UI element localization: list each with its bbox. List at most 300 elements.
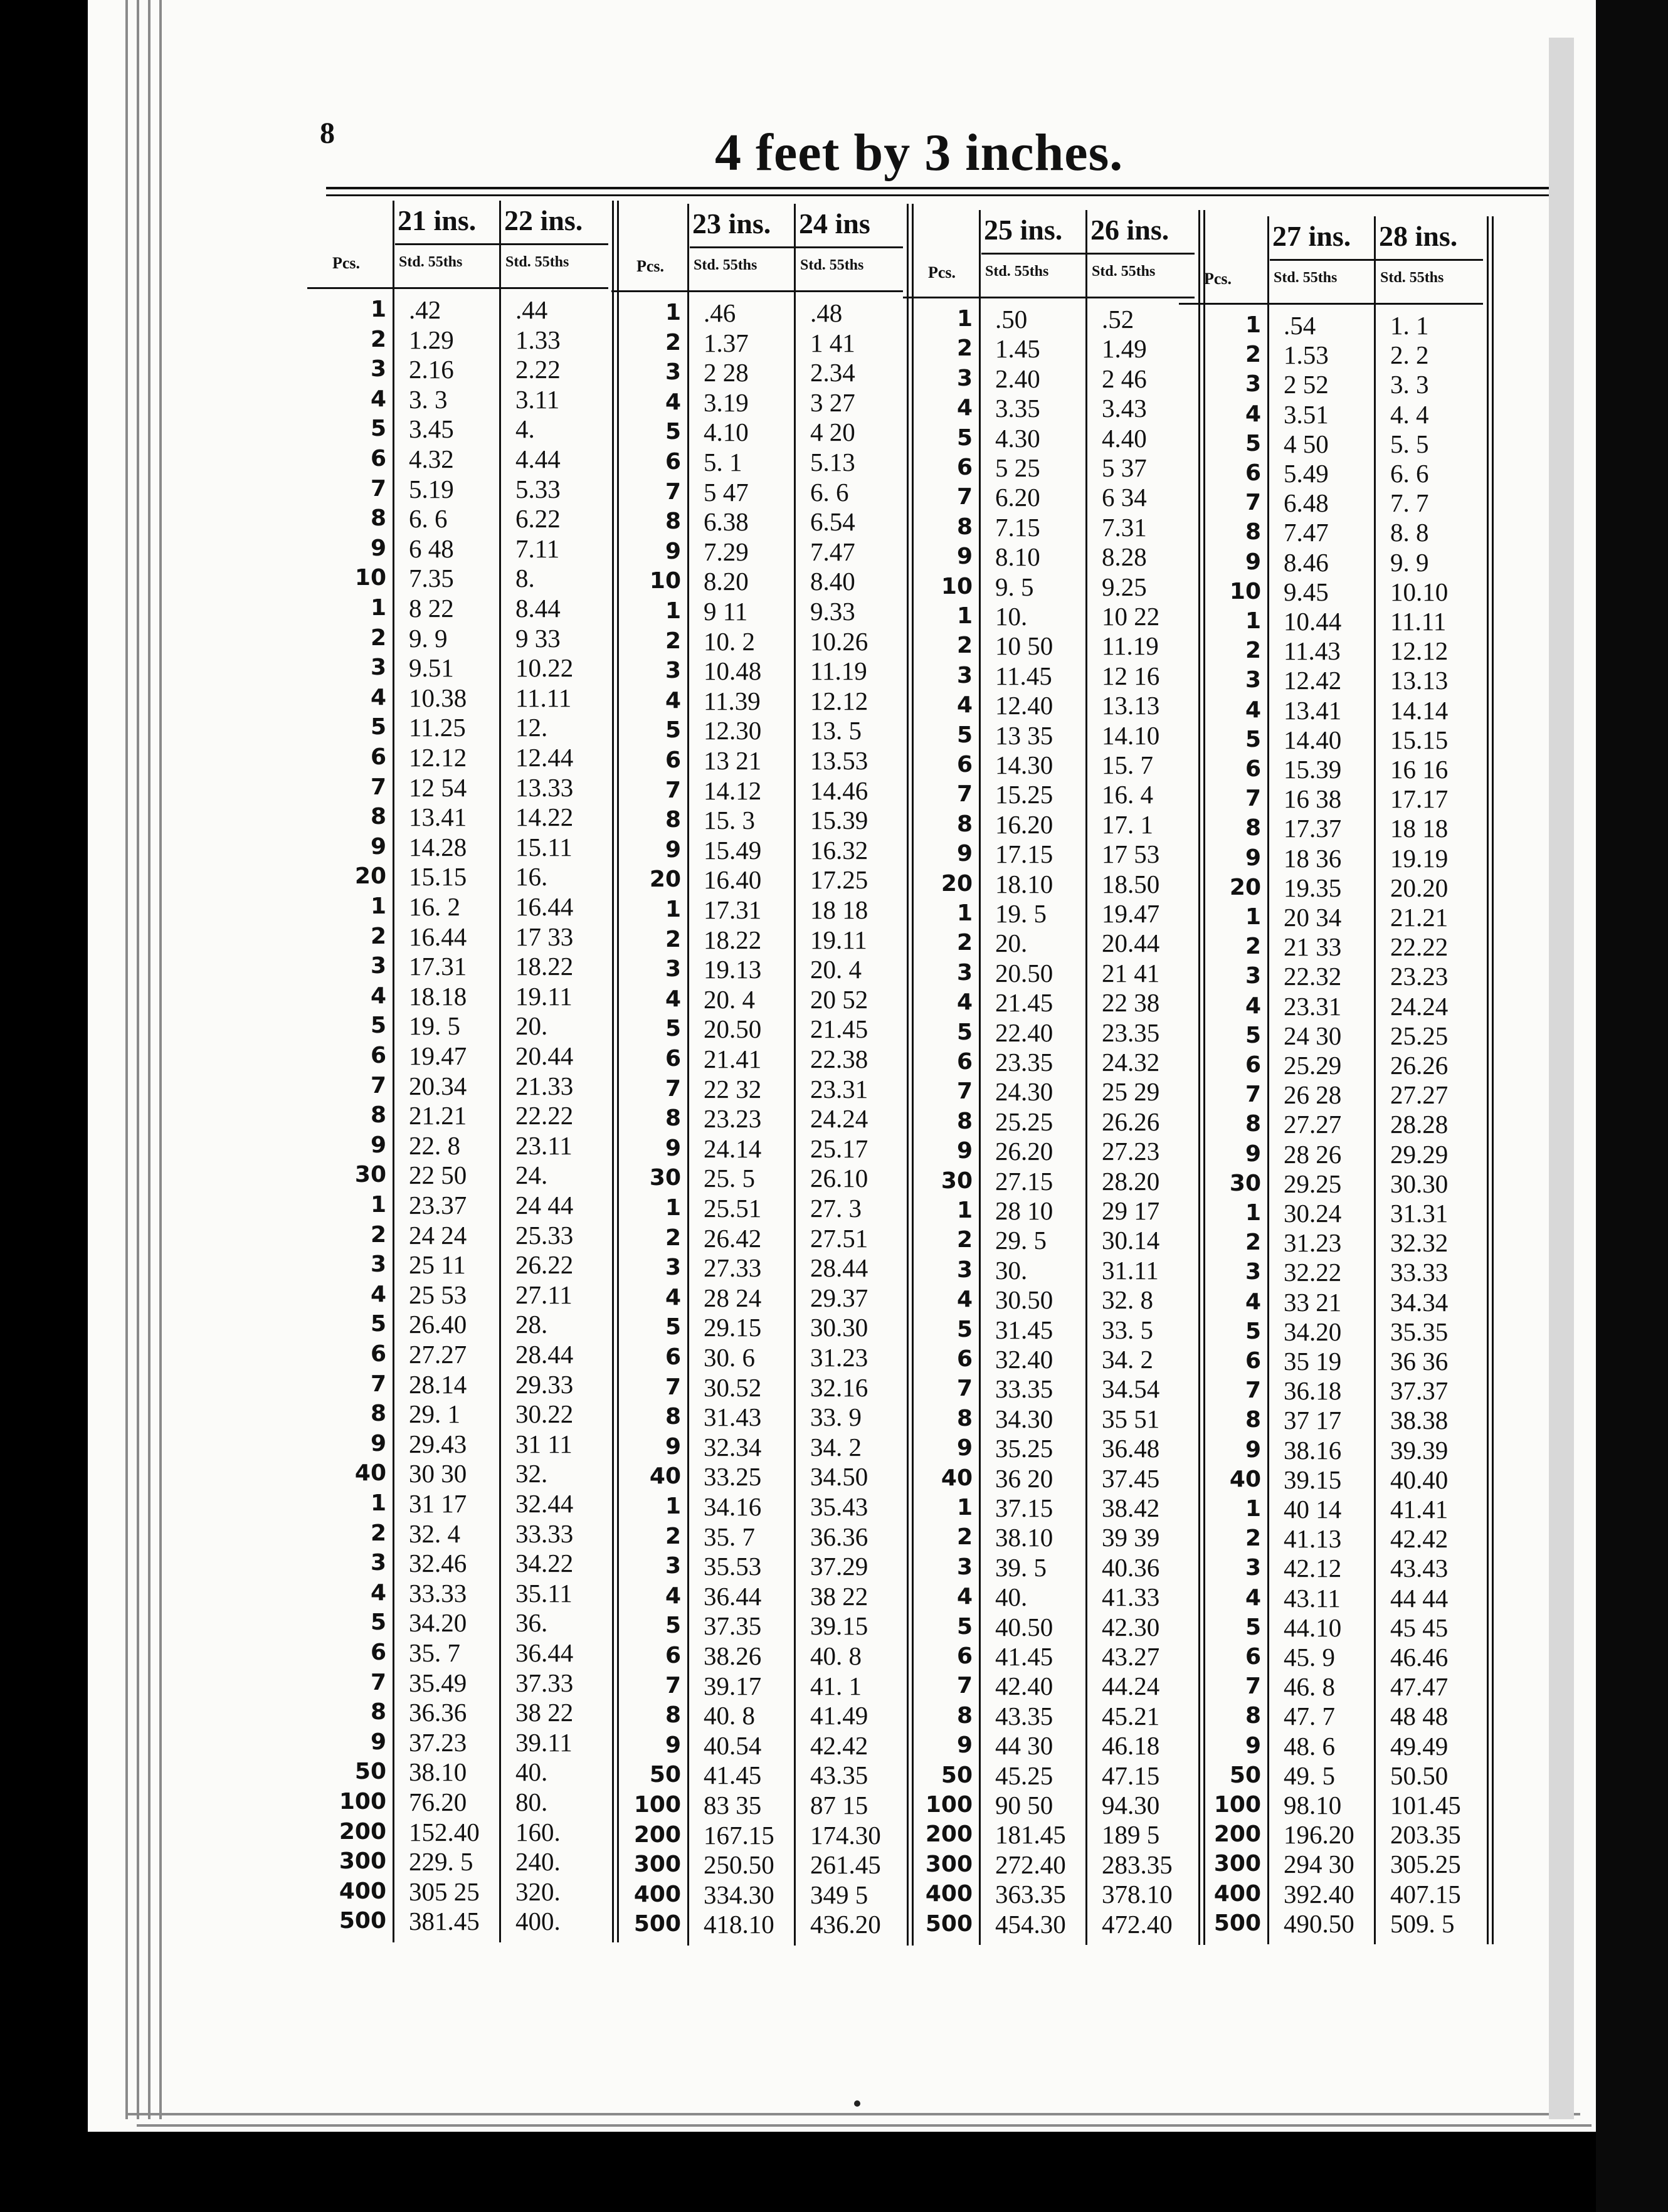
table-cell: 87 15 xyxy=(810,1791,868,1820)
pos-label: 7 xyxy=(370,1669,386,1695)
pos-label: 5 xyxy=(370,1609,386,1636)
table-cell: 19.47 xyxy=(1102,899,1160,928)
table-cell: 9.51 xyxy=(409,653,454,683)
table-cell: 189 5 xyxy=(1102,1820,1160,1850)
page-edge-line xyxy=(125,2113,1580,2115)
pos-label: 5 xyxy=(1245,1022,1261,1048)
table-cell: 13.41 xyxy=(409,803,467,832)
table-cell: 27.27 xyxy=(1284,1110,1342,1139)
pos-label: 1 xyxy=(956,1495,973,1520)
pos-label: 3 xyxy=(956,365,973,391)
pos-label: 50 xyxy=(649,1762,681,1788)
pos-label: 300 xyxy=(339,1848,386,1875)
table-cell: 2.22 xyxy=(515,355,561,384)
table-cell: 24.30 xyxy=(995,1077,1053,1107)
column-subheader: Std. 55ths xyxy=(985,263,1049,280)
pos-label: 5 xyxy=(370,1311,386,1337)
table-cell: 32.44 xyxy=(515,1489,574,1518)
table-cell: 5 47 xyxy=(704,477,749,507)
table-cell: 35.53 xyxy=(704,1552,762,1581)
table-cell: 14.22 xyxy=(515,803,574,832)
table-cell: 45 45 xyxy=(1390,1613,1449,1642)
table-cell: 32. 8 xyxy=(1102,1285,1153,1315)
table-cell: 1.45 xyxy=(995,334,1040,364)
table-cell: 46. 8 xyxy=(1284,1672,1335,1702)
table-cell: 43.35 xyxy=(995,1701,1053,1730)
table-cell: 34.50 xyxy=(810,1462,868,1492)
table-cell: 24 30 xyxy=(1284,1021,1342,1050)
table-cell: 28.14 xyxy=(409,1369,467,1399)
pos-label: 1 xyxy=(956,306,973,332)
table-cell: 16 38 xyxy=(1284,784,1342,814)
table-cell: 94.30 xyxy=(1102,1791,1160,1820)
pos-label: 2 xyxy=(956,1227,973,1253)
table-cell: 40. 8 xyxy=(810,1641,862,1670)
table-cell: 49. 5 xyxy=(1284,1761,1335,1790)
pos-label: 200 xyxy=(1213,1821,1261,1848)
table-cell: 10 22 xyxy=(1102,602,1160,631)
table-cell: 5. 5 xyxy=(1390,429,1429,458)
pos-label: 2 xyxy=(370,326,386,352)
pos-label: 6 xyxy=(370,744,386,770)
table-cell: 15.39 xyxy=(1284,755,1342,784)
table-cell: 26.40 xyxy=(409,1310,467,1339)
table-cell: 14.30 xyxy=(995,750,1053,779)
pos-label: 5 xyxy=(665,419,681,445)
table-cell: 20.44 xyxy=(1102,929,1160,958)
table-cell: 6 48 xyxy=(409,534,454,563)
table-cell: 33. 5 xyxy=(1102,1315,1153,1344)
pos-header: Pcs. xyxy=(928,263,956,282)
pos-label: 6 xyxy=(665,747,681,773)
table-cell: 16 16 xyxy=(1390,755,1449,784)
pos-label: 30 xyxy=(941,1167,973,1194)
pos-label: 7 xyxy=(1245,1377,1261,1404)
table-cell: 305.25 xyxy=(1390,1850,1461,1879)
table-cell: 20. 4 xyxy=(704,984,755,1014)
table-cell: 378.10 xyxy=(1102,1880,1173,1909)
table-cell: 23.11 xyxy=(515,1130,573,1160)
table-cell: 44 44 xyxy=(1390,1583,1449,1613)
table-cell: 7.47 xyxy=(810,537,855,566)
table-cell: 11.43 xyxy=(1284,636,1341,666)
table-cell: 8.46 xyxy=(1284,547,1329,577)
pos-label: 5 xyxy=(1245,430,1261,456)
table-cell: 19.11 xyxy=(515,981,573,1011)
table-cell: 9.25 xyxy=(1102,572,1147,601)
pos-label: 30 xyxy=(1229,1170,1261,1196)
pos-label: 7 xyxy=(665,1075,681,1102)
table-cell: 152.40 xyxy=(409,1817,480,1846)
table-cell: 240. xyxy=(515,1847,561,1877)
table-cell: 31.11 xyxy=(1102,1255,1159,1285)
table-cell: 196.20 xyxy=(1284,1820,1354,1850)
pos-label: 10 xyxy=(354,565,386,591)
column-rule xyxy=(393,201,394,1942)
table-cell: 33.35 xyxy=(995,1374,1053,1404)
table-cell: 14.12 xyxy=(704,776,762,805)
table-cell: 28 10 xyxy=(995,1196,1053,1225)
table-cell: 17 33 xyxy=(515,922,574,951)
table-cell: 24 44 xyxy=(515,1191,574,1219)
table-cell: 10. xyxy=(995,602,1028,631)
table-cell: 18.18 xyxy=(409,981,467,1011)
table-cell: 5.19 xyxy=(409,474,454,503)
table-cell: 38.16 xyxy=(1284,1435,1342,1465)
table-cell: 3.11 xyxy=(515,384,560,414)
table-cell: 8.28 xyxy=(1102,542,1147,572)
table-cell: 34.22 xyxy=(515,1549,574,1578)
pos-label: 3 xyxy=(956,1256,973,1283)
table-cell: 14.10 xyxy=(1102,720,1160,750)
pos-label: 2 xyxy=(1245,342,1261,368)
column-header: 28 ins. xyxy=(1379,220,1458,252)
pos-label: 4 xyxy=(370,982,386,1009)
table-cell: 45.21 xyxy=(1102,1701,1160,1730)
table-cell: 15.15 xyxy=(409,862,467,892)
table-cell: 10.22 xyxy=(515,653,574,683)
pos-label: 500 xyxy=(633,1911,681,1937)
table-cell: 27.23 xyxy=(1102,1137,1160,1166)
table-cell: 40. 8 xyxy=(704,1701,755,1730)
table-cell: 20. xyxy=(515,1011,548,1041)
table-cell: 407.15 xyxy=(1390,1879,1461,1909)
pos-label: 6 xyxy=(1245,1052,1261,1078)
table-cell: 33.33 xyxy=(1390,1258,1449,1287)
table-cell: 17.31 xyxy=(704,895,762,924)
pos-label: 9 xyxy=(370,1430,386,1456)
table-cell: 18.50 xyxy=(1102,869,1160,898)
table-cell: 13. 5 xyxy=(810,716,862,745)
table-cell: 4. 4 xyxy=(1390,399,1429,429)
table-cell: 30 30 xyxy=(409,1459,467,1488)
pos-label: 2 xyxy=(665,926,681,952)
pos-label: 8 xyxy=(956,1108,973,1134)
table-cell: 25 29 xyxy=(1102,1077,1160,1107)
table-cell: 21.41 xyxy=(704,1045,762,1073)
table-cell: 1.37 xyxy=(704,328,749,357)
table-cell: 4 20 xyxy=(810,418,855,447)
table-cell: 23.35 xyxy=(1102,1018,1160,1047)
table-cell: .54 xyxy=(1284,311,1316,340)
table-cell: 10.10 xyxy=(1390,577,1449,606)
table-cell: 29.33 xyxy=(515,1369,574,1399)
table-cell: 40.50 xyxy=(995,1612,1053,1641)
pos-label: 1 xyxy=(1245,1496,1261,1522)
table-cell: 36.36 xyxy=(409,1698,467,1727)
pos-label: 7 xyxy=(370,475,386,502)
table-cell: 48 48 xyxy=(1390,1702,1449,1731)
table-cell: 9. 9 xyxy=(1390,547,1429,577)
table-cell: 32.16 xyxy=(810,1372,868,1402)
table-cell: 41.33 xyxy=(1102,1583,1160,1612)
pos-label: 9 xyxy=(956,1732,973,1759)
table-cell: 35. 7 xyxy=(704,1522,755,1551)
table-cell: 34.20 xyxy=(409,1608,467,1638)
table-cell: 27.15 xyxy=(995,1166,1053,1196)
table-cell: 35 19 xyxy=(1284,1347,1342,1376)
pos-label: 9 xyxy=(370,1729,386,1755)
table-cell: 17.25 xyxy=(810,865,868,895)
table-cell: 29.43 xyxy=(409,1429,467,1458)
table-cell: 9. 5 xyxy=(995,572,1034,601)
table-cell: 37.29 xyxy=(810,1552,868,1581)
pos-label: 10 xyxy=(941,573,973,599)
table-cell: 34.34 xyxy=(1390,1287,1449,1317)
pos-label: 6 xyxy=(1245,1348,1261,1374)
table-cell: 33.33 xyxy=(409,1578,467,1608)
table-cell: 203.35 xyxy=(1390,1820,1461,1850)
table-cell: 174.30 xyxy=(810,1820,881,1850)
table-cell: 12 16 xyxy=(1102,661,1160,690)
pos-label: 8 xyxy=(370,1699,386,1725)
table-cell: 36.18 xyxy=(1284,1376,1342,1406)
table-cell: 14.28 xyxy=(409,832,467,861)
table-cell: 229. 5 xyxy=(409,1847,473,1877)
table-cell: 34. 2 xyxy=(810,1432,862,1462)
table-cell: 16. 4 xyxy=(1102,780,1153,809)
header-rule xyxy=(611,290,903,292)
table-cell: 13 21 xyxy=(704,746,762,775)
pos-label: 300 xyxy=(633,1851,681,1878)
pos-label: 20 xyxy=(649,866,681,893)
table-cell: 1.33 xyxy=(515,325,561,354)
table-cell: 3. 3 xyxy=(409,384,448,414)
pos-label: 5 xyxy=(370,1013,386,1039)
table-cell: 37.15 xyxy=(995,1493,1053,1522)
pos-label: 2 xyxy=(370,624,386,651)
table-cell: 283.35 xyxy=(1102,1850,1173,1879)
pos-label: 8 xyxy=(665,1105,681,1132)
pos-label: 2 xyxy=(1245,934,1261,960)
table-cell: 28.44 xyxy=(810,1253,868,1283)
pos-label: 7 xyxy=(956,781,973,808)
table-cell: 4.10 xyxy=(704,418,749,447)
table-cell: 36.44 xyxy=(704,1581,762,1611)
pos-label: 9 xyxy=(1245,1140,1261,1167)
pos-label: 7 xyxy=(370,1371,386,1397)
table-cell: 46.46 xyxy=(1390,1643,1449,1672)
table-cell: 30.50 xyxy=(995,1285,1053,1315)
pos-label: 5 xyxy=(956,722,973,748)
pos-label: 8 xyxy=(665,1702,681,1729)
table-cell: 3.43 xyxy=(1102,394,1147,423)
table-cell: 101.45 xyxy=(1390,1791,1461,1820)
table-cell: 27.33 xyxy=(704,1253,762,1283)
table-cell: 490.50 xyxy=(1284,1909,1354,1938)
table-cell: 31.31 xyxy=(1390,1199,1449,1228)
pos-label: 5 xyxy=(1245,726,1261,752)
pos-label: 6 xyxy=(370,446,386,471)
table-cell: 19.47 xyxy=(409,1041,467,1070)
pos-label: 5 xyxy=(1245,1614,1261,1640)
pos-label: 4 xyxy=(1245,1288,1261,1315)
table-cell: 12.44 xyxy=(515,743,574,772)
table-cell: 38.10 xyxy=(995,1523,1053,1552)
table-cell: 392.40 xyxy=(1284,1879,1354,1909)
table-cell: 3.45 xyxy=(409,414,454,444)
table-cell: 44.10 xyxy=(1284,1613,1342,1642)
pos-label: 6 xyxy=(956,752,973,777)
pos-header: Pcs. xyxy=(636,257,665,275)
table-cell: 45.25 xyxy=(995,1761,1053,1790)
table-cell: 46.18 xyxy=(1102,1731,1160,1761)
table-cell: 44.24 xyxy=(1102,1672,1160,1701)
table-cell: 25 11 xyxy=(409,1250,466,1280)
table-cell: 7.35 xyxy=(409,564,454,593)
pos-label: 200 xyxy=(339,1818,386,1845)
table-cell: 30.30 xyxy=(1390,1169,1449,1198)
table-cell: 4.32 xyxy=(409,445,454,473)
pos-label: 8 xyxy=(1245,1703,1261,1729)
table-cell: 26.20 xyxy=(995,1137,1053,1166)
table-cell: 28 24 xyxy=(704,1283,762,1312)
pos-header: Pcs. xyxy=(1204,270,1232,288)
pos-label: 2 xyxy=(956,1524,973,1551)
table-cell: 250.50 xyxy=(704,1850,774,1880)
table-cell: 41.45 xyxy=(704,1761,762,1790)
table-cell: 26 28 xyxy=(1284,1080,1342,1110)
pos-label: 4 xyxy=(665,389,681,415)
table-cell: 98.10 xyxy=(1284,1791,1342,1820)
column-subheader: Std. 55ths xyxy=(800,257,864,273)
table-cell: 25 53 xyxy=(409,1280,467,1309)
pos-label: 8 xyxy=(665,1404,681,1430)
pos-label: 10 xyxy=(649,568,681,594)
table-cell: 16.40 xyxy=(704,865,762,895)
pos-label: 3 xyxy=(370,1251,386,1278)
table-cell: 6.20 xyxy=(995,483,1040,512)
pos-label: 7 xyxy=(1245,786,1261,812)
table-cell: 31.45 xyxy=(995,1315,1053,1344)
table-cell: 3.51 xyxy=(1284,399,1329,429)
column-subheader: Std. 55ths xyxy=(694,257,757,273)
table-cell: 5 25 xyxy=(995,453,1040,482)
column-subheader: Std. 55ths xyxy=(1092,263,1156,280)
pos-label: 7 xyxy=(370,1072,386,1098)
table-cell: 21.33 xyxy=(515,1071,574,1100)
table-cell: 34.20 xyxy=(1284,1317,1342,1346)
table-cell: 363.35 xyxy=(995,1880,1066,1909)
table-cell: 400. xyxy=(515,1907,561,1936)
table-cell: 6. 6 xyxy=(810,477,849,507)
pos-label: 2 xyxy=(1245,1230,1261,1256)
table-cell: 18 36 xyxy=(1284,843,1342,873)
ink-speck xyxy=(854,2100,860,2107)
table-cell: 41.13 xyxy=(1284,1524,1342,1554)
table-cell: 12.42 xyxy=(1284,666,1342,695)
pos-label: 6 xyxy=(956,455,973,480)
table-cell: 39.17 xyxy=(704,1671,762,1700)
table-cell: 25. 5 xyxy=(704,1164,755,1193)
table-cell: 5.49 xyxy=(1284,459,1329,488)
table-cell: 35.43 xyxy=(810,1492,868,1521)
pos-label: 40 xyxy=(941,1465,973,1491)
column-subheader: Std. 55ths xyxy=(399,254,463,270)
table-cell: 43.11 xyxy=(1284,1583,1341,1613)
pos-label: 4 xyxy=(370,1579,386,1606)
table-cell: 19.13 xyxy=(704,955,762,984)
pos-label: 8 xyxy=(956,1702,973,1729)
page-edge-line xyxy=(148,0,150,2119)
header-rule xyxy=(690,246,903,248)
header-rule xyxy=(307,287,608,289)
pos-label: 7 xyxy=(665,1672,681,1698)
table-cell: 10.26 xyxy=(810,626,868,656)
table-cell: 25.17 xyxy=(810,1134,868,1163)
table-cell: 320. xyxy=(515,1877,561,1906)
pos-label: 7 xyxy=(665,478,681,505)
pos-label: 3 xyxy=(370,953,386,979)
table-cell: 34. 2 xyxy=(1102,1345,1153,1374)
pos-label: 9 xyxy=(370,833,386,860)
table-cell: 45. 9 xyxy=(1284,1643,1335,1672)
table-cell: 8.10 xyxy=(995,542,1040,572)
pos-label: 7 xyxy=(665,1374,681,1400)
pos-label: 2 xyxy=(665,628,681,654)
header-rule xyxy=(1270,259,1483,261)
pos-label: 3 xyxy=(665,956,681,982)
page-edge-line xyxy=(159,0,162,2119)
table-cell: 13.13 xyxy=(1102,691,1160,720)
table-cell: 7.15 xyxy=(995,512,1040,542)
pos-label: 1 xyxy=(370,297,386,322)
pos-label: 7 xyxy=(956,1078,973,1105)
table-cell: 25.25 xyxy=(995,1107,1053,1136)
table-cell: 12. xyxy=(515,713,548,742)
table-cell: 39 39 xyxy=(1102,1523,1160,1552)
book-spine xyxy=(1596,0,1668,2212)
table-cell: 6.22 xyxy=(515,504,561,534)
pos-label: 9 xyxy=(665,538,681,564)
table-cell: .46 xyxy=(704,298,736,327)
pos-label: 30 xyxy=(649,1165,681,1191)
table-cell: 12.30 xyxy=(704,716,762,745)
table-cell: 8. 8 xyxy=(1390,518,1429,547)
column-header: 26 ins. xyxy=(1090,214,1169,246)
table-cell: 31.23 xyxy=(1284,1228,1342,1258)
table-cell: 27. 3 xyxy=(810,1194,862,1223)
pos-label: 300 xyxy=(925,1851,973,1877)
pos-label: 3 xyxy=(1245,1259,1261,1285)
table-cell: 13.13 xyxy=(1390,666,1449,695)
table-cell: 35.11 xyxy=(515,1578,573,1608)
table-cell: 6.38 xyxy=(704,507,749,537)
table-cell: 15.15 xyxy=(1390,725,1449,754)
table-cell: 15. 7 xyxy=(1102,750,1153,779)
pos-label: 1 xyxy=(956,900,973,926)
column-header: 27 ins. xyxy=(1272,220,1351,252)
table-cell: 17 53 xyxy=(1102,840,1160,869)
table-cell: 11.39 xyxy=(704,686,761,715)
table-cell: 19. 5 xyxy=(995,899,1047,928)
header-rule xyxy=(981,253,1195,255)
pos-label: 500 xyxy=(339,1908,386,1934)
table-cell: 22.32 xyxy=(1284,962,1342,991)
pos-label: 4 xyxy=(1245,401,1261,427)
table-cell: 22. 8 xyxy=(409,1130,460,1160)
table-cell: 3.35 xyxy=(995,394,1040,423)
table-cell: 23.31 xyxy=(810,1074,868,1103)
table-cell: 22 50 xyxy=(409,1161,467,1190)
table-cell: 39.15 xyxy=(1284,1465,1342,1494)
table-cell: 13.41 xyxy=(1284,695,1342,725)
table-cell: 22.38 xyxy=(810,1045,868,1073)
pos-label: 20 xyxy=(941,870,973,897)
table-cell: 42.42 xyxy=(810,1730,868,1760)
table-cell: 26.22 xyxy=(515,1250,574,1280)
table-cell: 39.11 xyxy=(515,1727,573,1757)
